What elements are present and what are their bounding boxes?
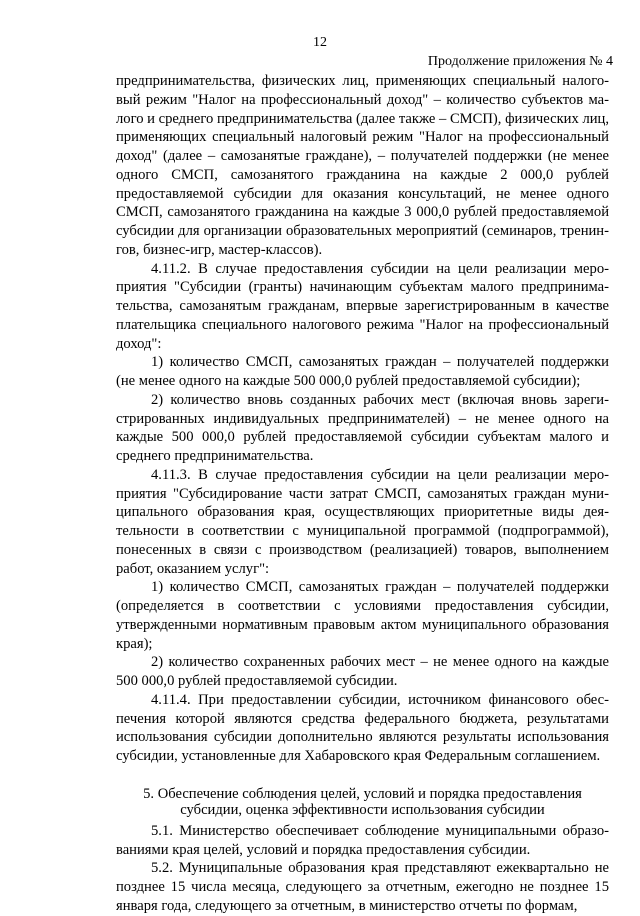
appendix-note: Продолжение приложения № 4	[427, 54, 613, 69]
paragraph-4-11-3: 4.11.3. В случае предоставления субсидии на цели реализации мероприятия "Субсидирование части затрат СМСП, самозанятых граждан муниципального образования края, осуществляющих приоритетные виды деятельности в соответствии с муниципальной программой (подпрограммой), понесенных в связи с производством (реализацией) товаров, выполнением работ, оказанием услуг":	[116, 466, 609, 577]
paragraph-4-11-4: 4.11.4. При предоставлении субсидии, источником финансового обеспечения которой являются средства федерального бюджета, результатами использования субсидии дополнительно являются результаты использования субсидии, установленные для Хабаровского края Федеральным соглашением.	[116, 691, 609, 764]
section-5-heading-line-2: субсидии, оценка эффективности использования субсидии	[180, 801, 545, 818]
paragraph-4-11-2-item-2: 2) количество вновь созданных рабочих мест (включая вновь зарегистрированных индивидуальных предпринимателей) – не менее одного на каждые 500 000,0 рублей предоставляемой субсидии субъектам малого и среднего предпринимательства.	[116, 391, 609, 464]
paragraph-4-11-3-item-1: 1) количество СМСП, самозанятых граждан – получателей поддержки (определяется в соответствии с условиями предоставления субсидии, утвержденными нормативным правовым актом муниципального образования края);	[116, 579, 609, 652]
section-5-heading-line-1: 5. Обеспечение соблюдения целей, условий и порядка предоставления	[143, 785, 582, 802]
paragraph-continuation: предпринимательства, физических лиц, применяющих специальный налоговый режим "Налог на профессиональный доход" – количество субъектов малого и среднего предпринимательства (далее также – СМСП), физических лиц, применяющих специальный налоговый режим "Налог на профессиональный доход" (далее – самозанятые граждане), – получателей поддержки (не менее одного СМСП, самозанятого гражданина на каждые 2 000,0 рублей предоставляемой субсидии для оказания консультаций, не менее одного СМСП, самозанятого гражданина на каждые 3 000,0 рублей предоставляемой субсидии для организации образовательных мероприятий (семинаров, тренингов, бизнес-игр, мастер-классов).	[116, 73, 609, 258]
section-5-heading	[116, 786, 609, 818]
page-number: 12	[313, 35, 327, 50]
document-body	[116, 72, 609, 916]
paragraph-4-11-2-item-1: 1) количество СМСП, самозанятых граждан – получателей поддержки (не менее одного на каждые 500 000,0 рублей предоставляемой субсидии);	[116, 354, 609, 389]
paragraph-5-1: 5.1. Министерство обеспечивает соблюдение муниципальными образованиями края целей, условий и порядка предоставления субсидии.	[116, 822, 609, 858]
paragraph-5-2: 5.2. Муниципальные образования края представляют ежеквартально не позднее 15 числа месяца, следующего за отчетным, ежегодно не позднее 15 января года, следующего за отчетным, в министерство отчеты по формам,	[116, 860, 609, 914]
paragraph-4-11-3-item-2: 2) количество сохраненных рабочих мест – не менее одного на каждые 500 000,0 рублей предоставляемой субсидии.	[116, 654, 609, 689]
paragraph-4-11-2: 4.11.2. В случае предоставления субсидии на цели реализации мероприятия "Субсидии (гранты) начинающим субъектам малого предпринимательства, самозанятым гражданам, впервые зарегистрированным в качестве плательщика специального налогового режима "Налог на профессиональный доход":	[116, 260, 609, 352]
